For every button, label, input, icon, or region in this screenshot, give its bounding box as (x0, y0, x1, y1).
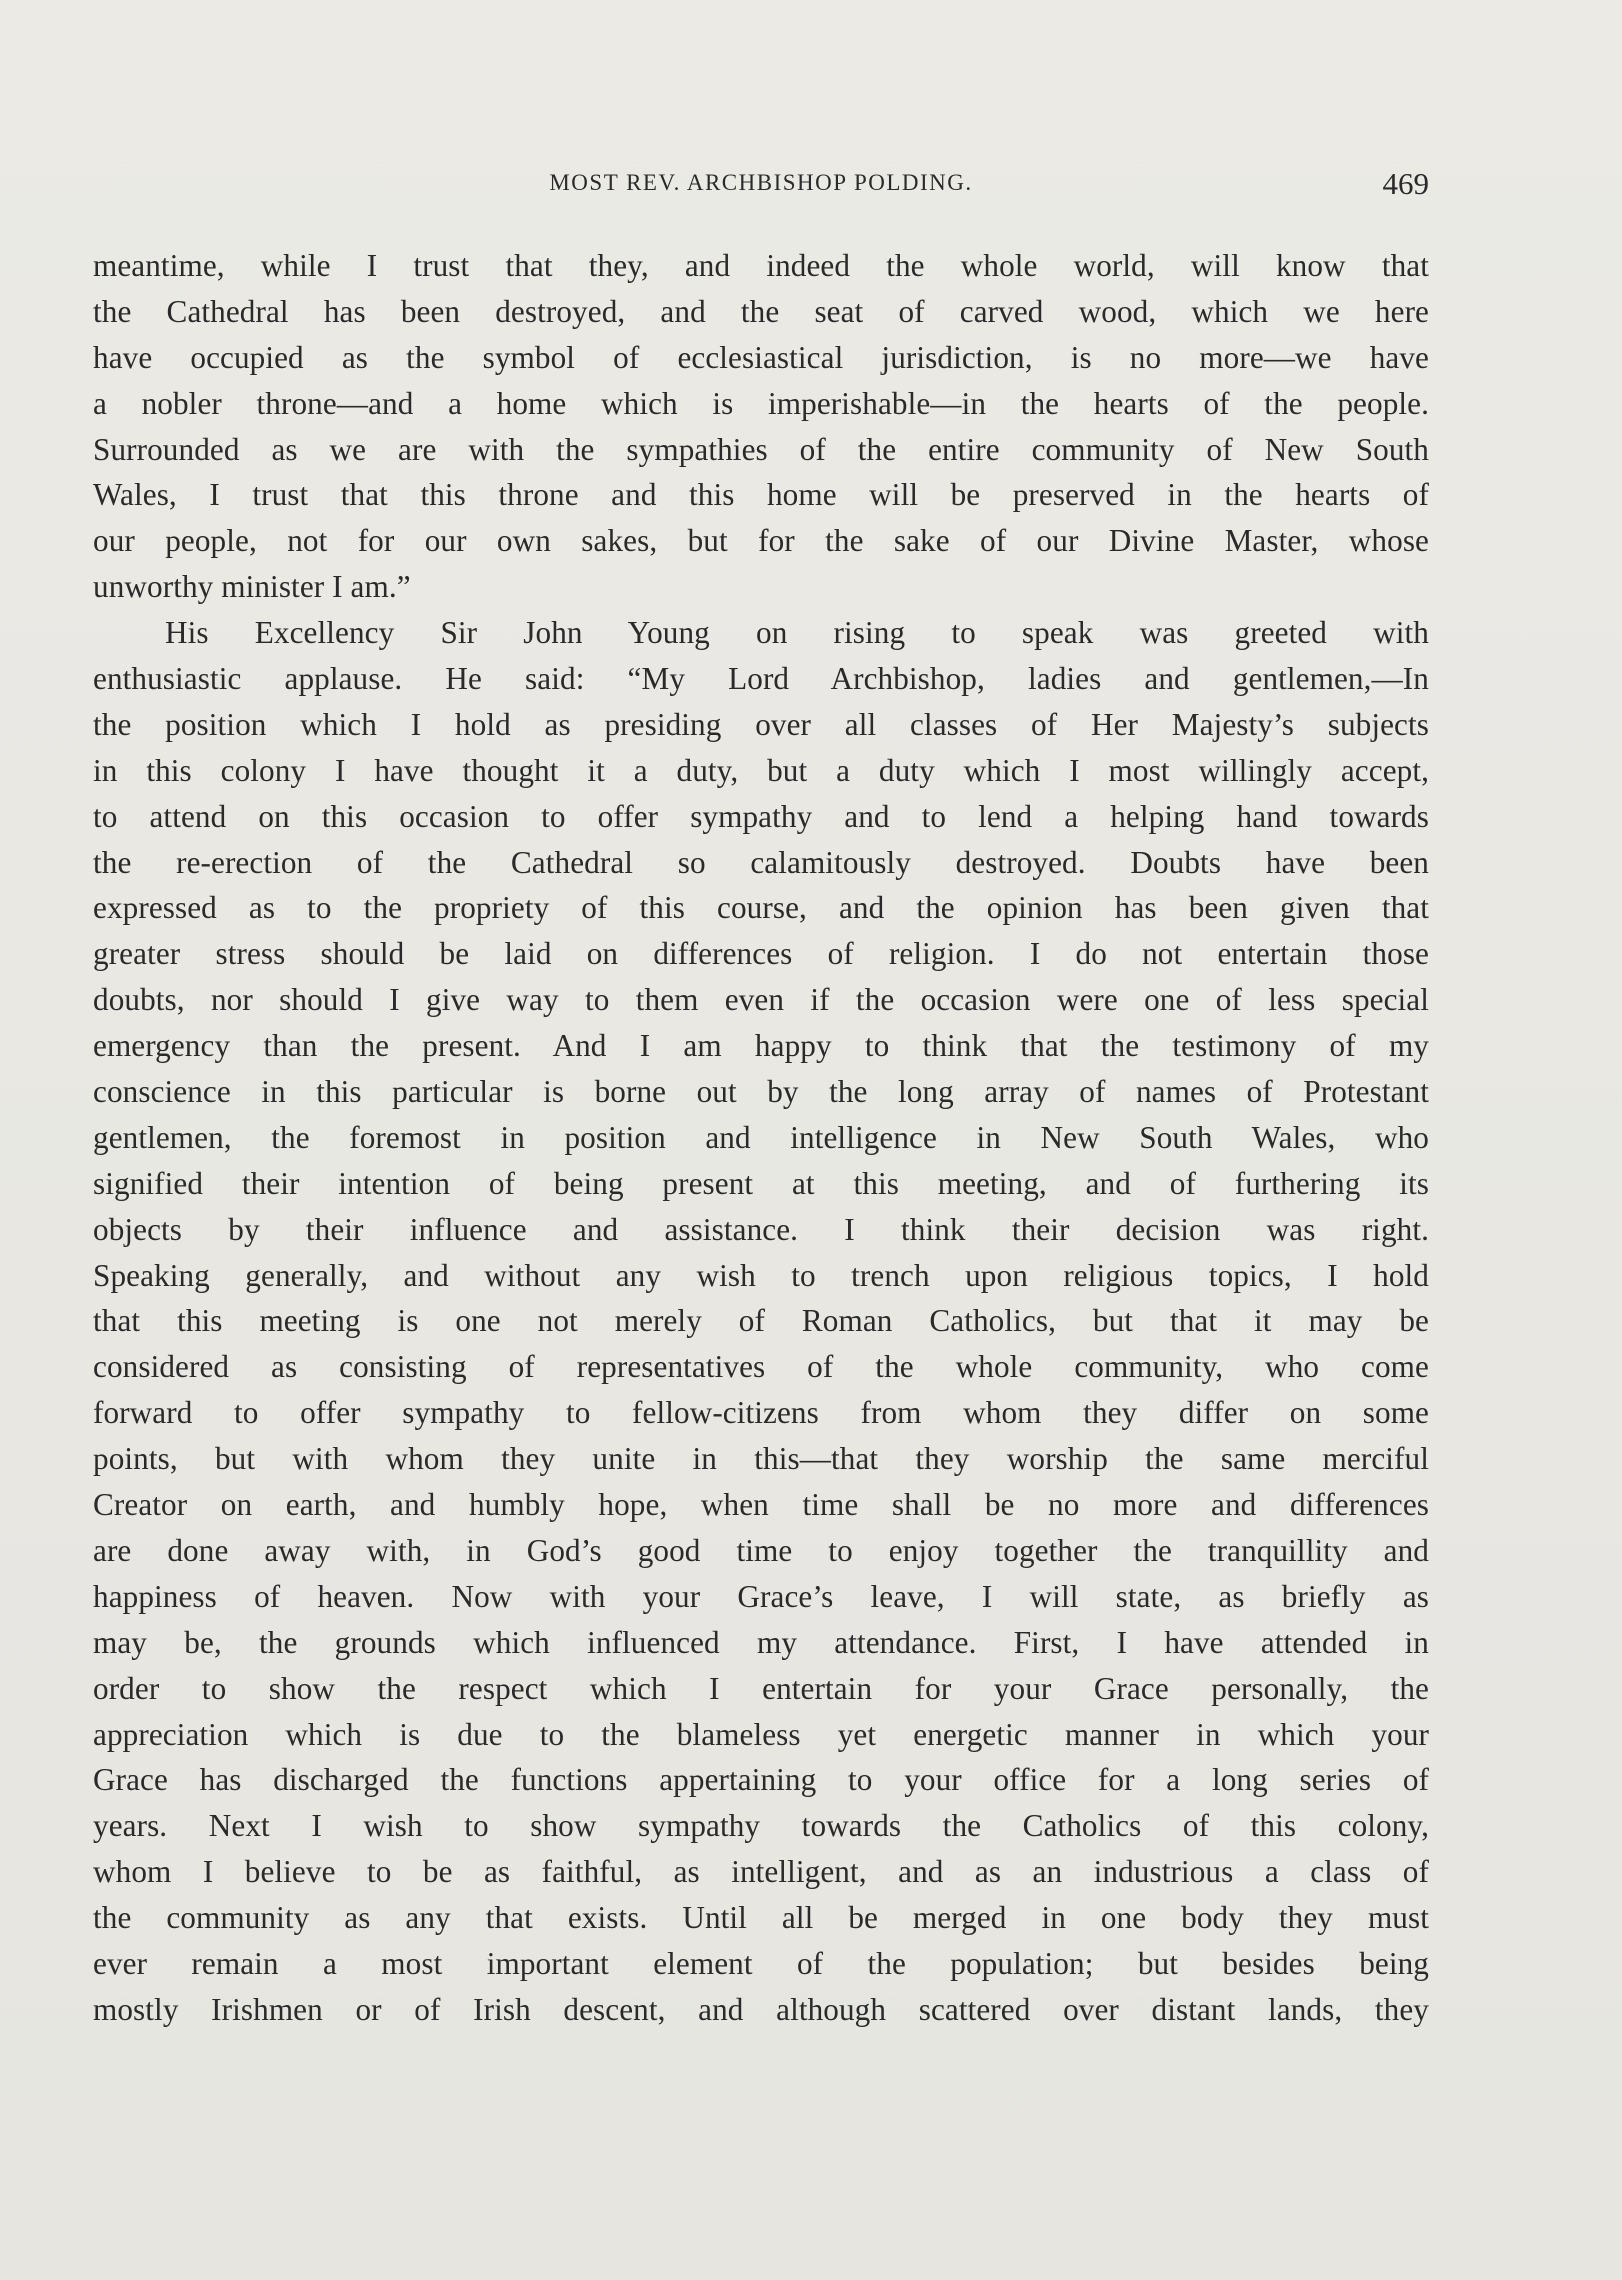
text-line: the Cathedral has been destroyed, and the seat of carved wood, which we here (93, 293, 1429, 329)
text-line: doubts, nor should I give way to them even if the occasion were one of less special (93, 982, 1429, 1018)
text-line: points, but with whom they unite in this—that they worship the same merciful (93, 1441, 1429, 1477)
text-line: meantime, while I trust that they, and indeed the whole world, will know that (93, 248, 1429, 283)
text-line: Grace has discharged the functions appertaining to your office for a long series of (93, 1762, 1429, 1798)
text-line: expressed as to the propriety of this course, and the opinion has been given that (93, 890, 1429, 926)
page-number: 469 (1382, 166, 1429, 201)
text-line: conscience in this particular is borne out by the long array of names of Protestant (93, 1074, 1429, 1110)
text-line: objects by their influence and assistance. I think their decision was right. (93, 1211, 1429, 1247)
text-line: the re-erection of the Cathedral so calamitously destroyed. Doubts have been (93, 844, 1429, 880)
text-line: forward to offer sympathy to fellow-citizens from whom they differ on some (93, 1395, 1429, 1431)
text-line: appreciation which is due to the blameless yet energetic manner in which your (93, 1716, 1429, 1752)
text-line: order to show the respect which I entertain for your Grace personally, the (93, 1670, 1429, 1706)
text-line: Surrounded as we are with the sympathies of the entire community of New South (93, 431, 1429, 467)
text-line: Speaking generally, and without any wish to trench upon religious topics, I hold (93, 1257, 1429, 1293)
text-line: in this colony I have thought it a duty, but a duty which I most willingly accept, (93, 752, 1429, 788)
text-line: mostly Irishmen or of Irish descent, and although scattered over distant lands, they (93, 1991, 1429, 2027)
text-line: the community as any that exists. Until all be merged in one body they must (93, 1900, 1429, 1936)
text-line: that this meeting is one not merely of Roman Catholics, but that it may be (93, 1303, 1429, 1339)
text-line: ever remain a most important element of the population; but besides being (93, 1945, 1429, 1981)
text-line: to attend on this occasion to offer sympathy and to lend a helping hand towards (93, 798, 1429, 834)
text-line: enthusiastic applause. He said: “My Lord Archbishop, ladies and gentlemen,—In (93, 661, 1429, 697)
text-line-paragraph-start: His Excellency Sir John Young on rising to speak was greeted with (165, 615, 1429, 651)
text-line: our people, not for our own sakes, but for the sake of our Divine Master, whose (93, 523, 1429, 559)
text-line: years. Next I wish to show sympathy towards the Catholics of this colony, (93, 1808, 1429, 1844)
text-line: greater stress should be laid on differences of religion. I do not entertain those (93, 936, 1429, 972)
text-line-paragraph-end: unworthy minister I am.” (93, 569, 411, 605)
text-line: have occupied as the symbol of ecclesiastical jurisdiction, is no more—we have (93, 339, 1429, 375)
text-line: happiness of heaven. Now with your Grace’s leave, I will state, as briefly as (93, 1578, 1429, 1614)
text-line: may be, the grounds which influenced my attendance. First, I have attended in (93, 1624, 1429, 1660)
body-text (93, 243, 1429, 2033)
text-line: Wales, I trust that this throne and this home will be preserved in the hearts of (93, 477, 1429, 513)
text-line: gentlemen, the foremost in position and intelligence in New South Wales, who (93, 1119, 1429, 1155)
text-line: are done away with, in God’s good time to enjoy together the tranquillity and (93, 1532, 1429, 1568)
text-line: a nobler throne—and a home which is imperishable—in the hearts of the people. (93, 385, 1429, 421)
text-line: emergency than the present. And I am happy to think that the testimony of my (93, 1028, 1429, 1064)
text-line: whom I believe to be as faithful, as intelligent, and as an industrious a class of (93, 1854, 1429, 1890)
running-head (93, 166, 1429, 206)
text-line: the position which I hold as presiding over all classes of Her Majesty’s subjects (93, 706, 1429, 742)
text-line: considered as consisting of representatives of the whole community, who come (93, 1349, 1429, 1385)
text-line: Creator on earth, and humbly hope, when time shall be no more and differences (93, 1487, 1429, 1523)
running-title: MOST REV. ARCHBISHOP POLDING. (549, 170, 973, 195)
text-line: signified their intention of being present at this meeting, and of furthering its (93, 1165, 1429, 1201)
